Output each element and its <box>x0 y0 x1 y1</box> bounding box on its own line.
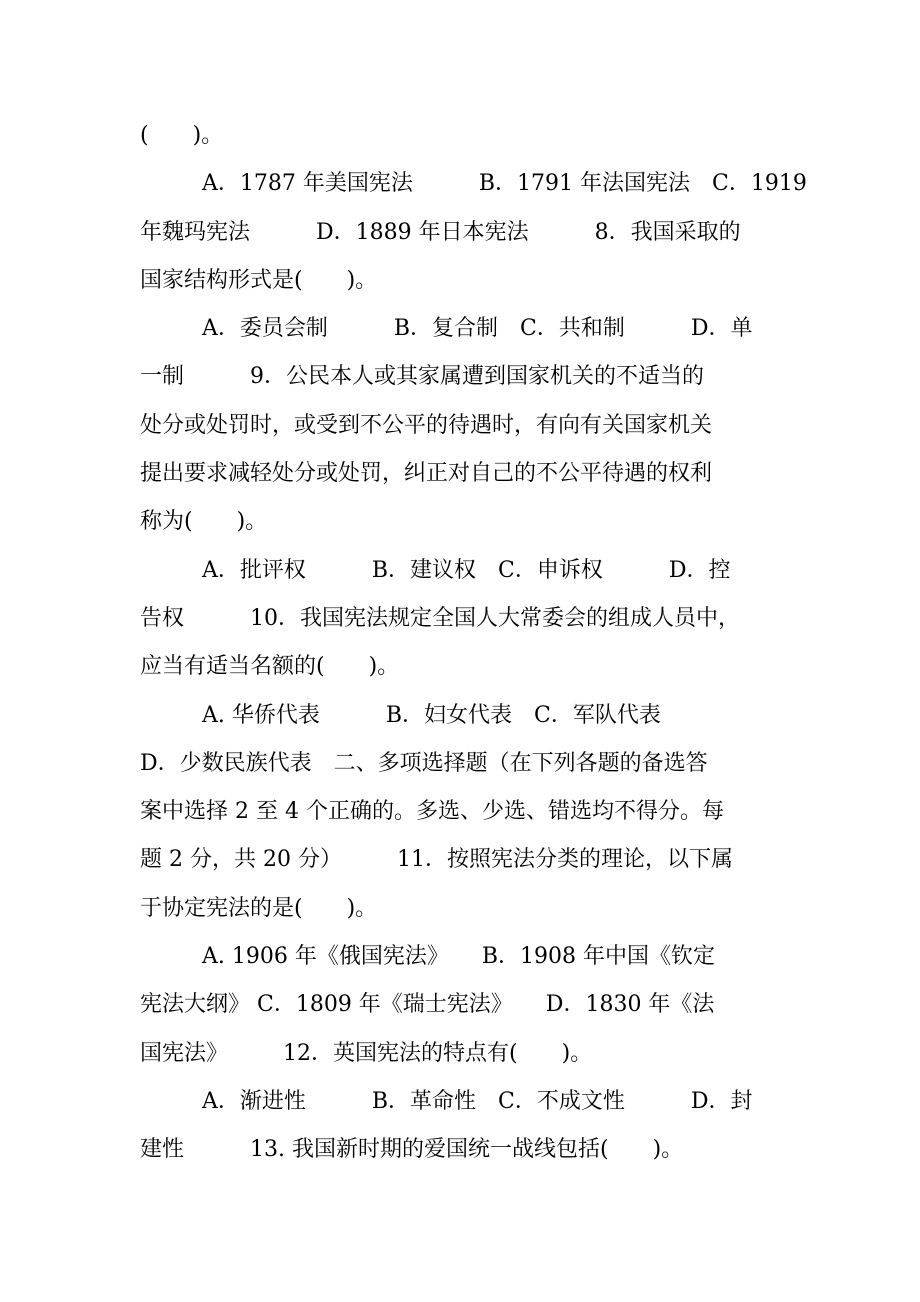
text-line: D．少数民族代表 二、多项选择题（在下列各题的备选答 <box>140 750 708 776</box>
text-line: 国家结构形式是( )。 <box>140 267 378 293</box>
text-line: ( )。 <box>140 123 224 148</box>
option-line: A．委员会制 B．复合制 C．共和制 D．单 <box>202 316 753 342</box>
text-line: 应当有适当名额的( )。 <box>140 654 400 680</box>
option-line: A. 华侨代表 B．妇女代表 C．军队代表 <box>202 702 661 728</box>
text-line: 案中选择 2 至 4 个正确的。多选、少选、错选均不得分。每 <box>140 799 724 825</box>
text-line: 年魏玛宪法 D．1889 年日本宪法 8．我国采取的 <box>140 219 741 245</box>
document-text <box>140 112 820 1175</box>
text-line: 题 2 分，共 20 分） 11．按照宪法分类的理论，以下属 <box>140 847 733 873</box>
option-line: A. 1906 年《俄国宪法》 B．1908 年中国《钦定 <box>202 944 716 970</box>
text-line: 建性 13. 我国新时期的爱国统一战线包括( )。 <box>140 1137 684 1163</box>
text-line: 告权 10．我国宪法规定全国人大常委会的组成人员中， <box>140 605 740 631</box>
text-line: 处分或处罚时，或受到不公平的待遇时，有向有关国家机关 <box>140 412 713 438</box>
text-line: 称为( )。 <box>140 509 268 535</box>
text-line: 提出要求减轻处分或处罚，纠正对自己的不公平待遇的权利 <box>140 461 713 487</box>
text-line: 一制 9．公民本人或其家属遭到国家机关的不适当的 <box>140 364 704 390</box>
option-line: A．渐进性 B．革命性 C．不成文性 D．封 <box>202 1088 753 1114</box>
text-line: 于协定宪法的是( )。 <box>140 895 378 921</box>
option-line: A．1787 年美国宪法 B．1791 年法国宪法 C．1919 <box>202 171 807 197</box>
option-line: A．批评权 B．建议权 C．申诉权 D．控 <box>202 557 731 583</box>
text-line: 宪法大纲》 C．1809 年《瑞士宪法》 D．1830 年《法 <box>140 992 715 1018</box>
text-line: 国宪法》 12．英国宪法的特点有( )。 <box>140 1040 593 1066</box>
